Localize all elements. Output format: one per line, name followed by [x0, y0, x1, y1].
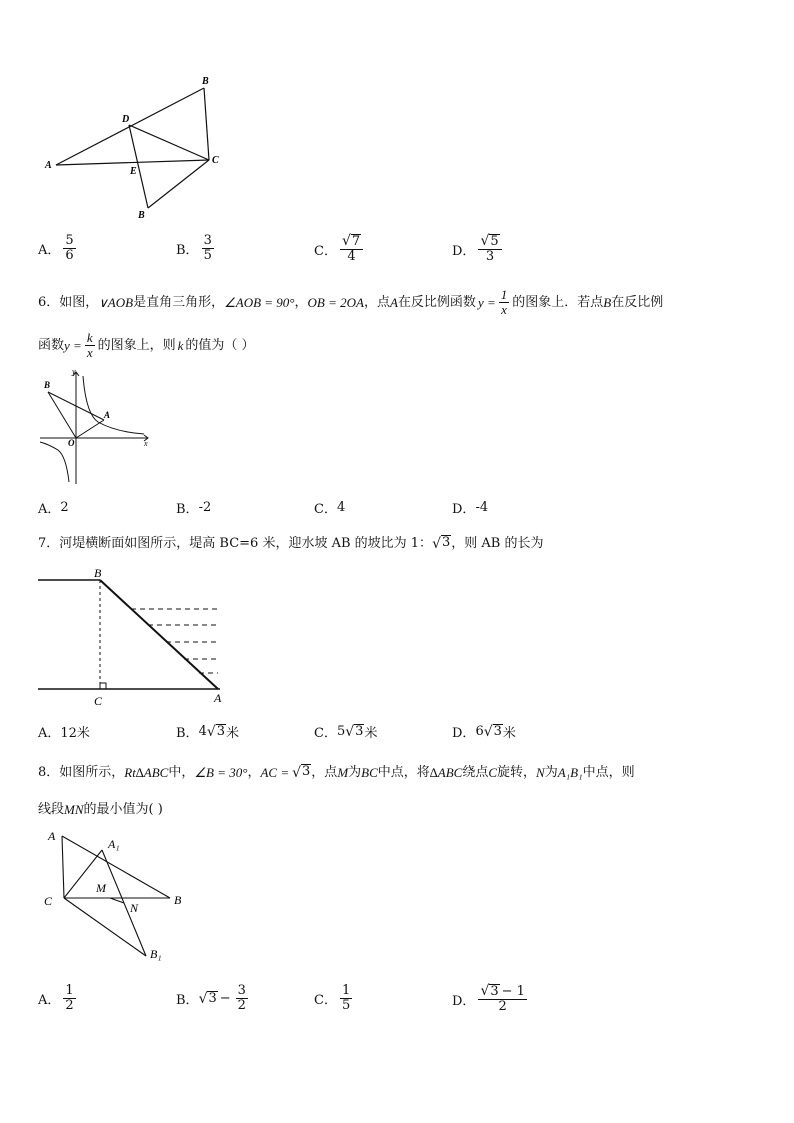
q8-label-n: N: [130, 901, 139, 915]
q8-option-d[interactable]: D． √ 3 − 1 2: [452, 983, 525, 1014]
q7-label-c: C: [94, 694, 103, 708]
q5-option-b[interactable]: B． $\frac{3}{5}$: [176, 233, 212, 263]
q8-label-b: B: [174, 893, 182, 907]
q5-option-c[interactable]: C． √ 7 4: [314, 234, 366, 264]
q8-option-c[interactable]: C． $\frac{1}{5}$: [314, 983, 351, 1013]
q6-option-a[interactable]: A． 2: [38, 500, 69, 517]
q6-label-x: x: [144, 439, 148, 448]
q6-option-b[interactable]: B． -2: [176, 500, 212, 517]
q7-option-b[interactable]: B． 4 √ 3 米: [176, 723, 240, 741]
q5-label-b-top: B: [202, 76, 209, 87]
q7-figure: [36, 565, 226, 710]
q5-label-e: E: [130, 166, 137, 177]
q6-option-c[interactable]: C． 4: [314, 500, 346, 517]
q8-line-2: 线段 MN 的最小值为( ): [38, 802, 163, 817]
q6-option-d[interactable]: D． -4: [452, 500, 489, 517]
q7-question: 7．河堤横断面如图所示，堤高 BC=6 米，迎水坡 AB 的坡比为 1： √ 3 ，则 AB 的长为: [38, 535, 544, 552]
q7-option-a[interactable]: A． 12米: [38, 726, 90, 741]
q5-option-a[interactable]: A． $\frac{5}{6}$: [38, 233, 74, 263]
q8-label-a1: A₁: [108, 837, 120, 851]
q8-label-m: M: [96, 881, 106, 895]
q5-label-b-bottom: B: [138, 210, 145, 221]
q6-line-2: 函数 y = $\frac{k}{x}$ 的图象上，则 k 的值为（ ）: [38, 330, 255, 360]
q8-label-c: C: [44, 894, 53, 908]
q7-label-a: A: [214, 691, 222, 705]
q6-label-b: B: [44, 380, 51, 390]
q5-label-d: D: [122, 114, 130, 125]
q6-label-o: O: [68, 438, 75, 448]
q5-figure: [40, 72, 230, 222]
q8-option-a[interactable]: A． $\frac{1}{2}$: [38, 983, 74, 1013]
q8-figure: [40, 826, 190, 966]
q7-option-d[interactable]: D． 6 √ 3 米: [452, 723, 516, 741]
q8-line-1: 8．如图所示， Rt∆ABC 中， ∠B = 30° ， AC = √ 3 ，点 M 为 BC 中点，将 ∆ABC 绕点 C 旋转， N 为 A₁B₁ 中点，则: [38, 764, 635, 781]
q7-option-c[interactable]: C． 5 √ 3 米: [314, 723, 378, 741]
q5-label-a: A: [45, 160, 52, 171]
q6-figure: [36, 366, 156, 486]
q5-label-c: C: [212, 155, 219, 166]
q7-label-b: B: [94, 566, 102, 580]
q8-label-a: A: [48, 829, 56, 843]
q8-option-b[interactable]: B． √ 3 − $\frac{3}{2}$: [176, 983, 246, 1013]
q6-label-a: A: [104, 410, 111, 420]
q6-label-y: y: [72, 367, 76, 376]
q6-line-1: 6．如图， ∨AOB 是直角三角形， ∠AOB = 90° ， OB = 2OA ，点 A 在反比例函数 y = $\frac{1}{x}$ 的图象上．若点 B 在反比例: [38, 287, 664, 317]
q8-label-b1: B₁: [150, 947, 162, 961]
q5-option-d[interactable]: D． √ 5 3: [452, 234, 505, 264]
